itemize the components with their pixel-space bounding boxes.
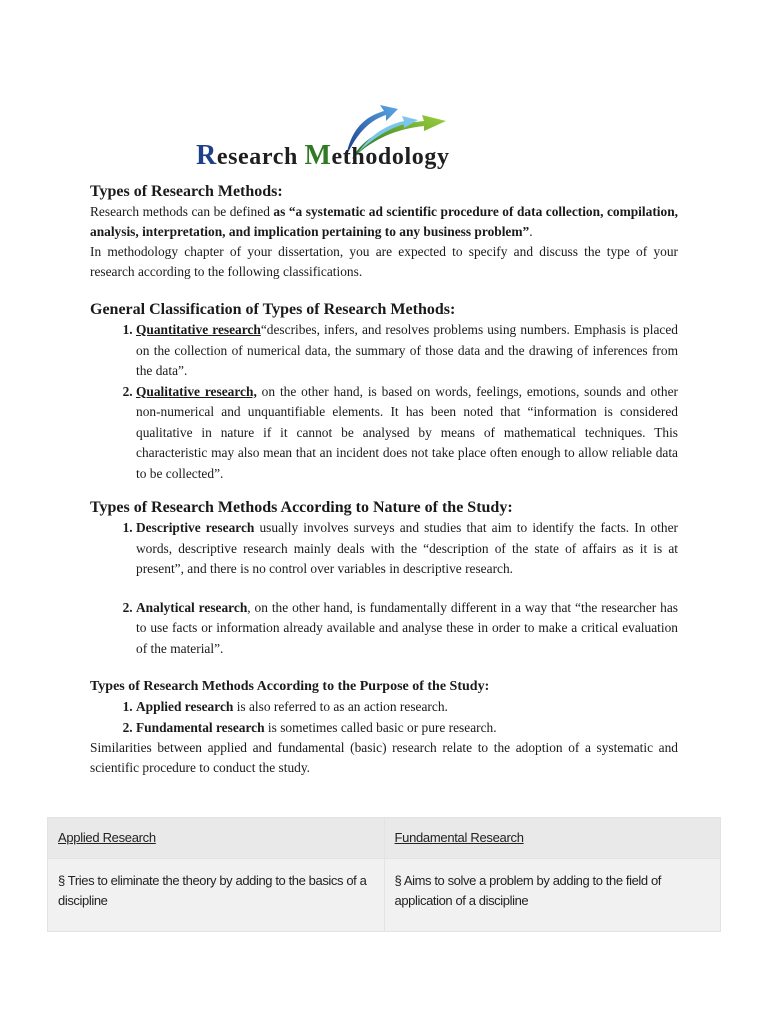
section-heading-general: General Classification of Types of Research Methods:	[90, 301, 456, 318]
term-qualitative: Qualitative research,	[136, 383, 257, 399]
term-fundamental: Fundamental research	[136, 719, 265, 735]
text-applied: is also referred to as an action research.	[233, 699, 448, 714]
list-item-descriptive	[136, 518, 678, 580]
section-heading-types: Types of Research Methods:	[90, 183, 283, 200]
table-cell: § Aims to solve a problem by adding to the field of application of a discipline	[384, 859, 721, 932]
general-classification-list	[90, 320, 678, 484]
term-analytical: Analytical research	[136, 599, 248, 615]
text-descriptive: usually involves surveys and studies that aim to identify the facts. In other words, descriptive research mainly deals with the “description of the state of affairs as it is at present”, and there is no control over variables in descriptive research.	[136, 520, 678, 576]
document-title	[196, 140, 450, 172]
table-header-row	[48, 818, 721, 859]
text-analytical: , on the other hand, is fundamentally different in a way that “the researcher has to use facts or information already available and analyse these in order to make a critical evaluation of the material”.	[136, 599, 678, 656]
text-qualitative: on the other hand, is based on words, feelings, emotions, sounds and other non-numerical and unquantifiable elements. It has been noted that “information is considered qualitative in nature if it cannot be analysed by means of mathematical techniques. This characteristic may also mean that an incident does not take place often enough to allow reliable data to be collected”.	[136, 383, 678, 481]
purpose-list	[90, 697, 678, 738]
definition-quote: as “a systematic ad scientific procedure of data collection, compilation, analysis, interpretation, and implication pertaining to any business problem”	[90, 204, 678, 239]
section-heading-purpose: Types of Research Methods According to the Purpose of the Study:	[90, 679, 490, 694]
similarities-paragraph: Similarities between applied and fundamental (basic) research relate to the adoption of a systematic and scientific procedure to conduct the study.	[90, 740, 678, 775]
header-applied: Applied Research	[58, 830, 156, 845]
document-body	[90, 182, 678, 778]
text-fundamental: is sometimes called basic or pure research.	[264, 719, 497, 735]
term-applied: Applied research	[136, 699, 234, 714]
comparison-table	[47, 817, 721, 932]
table-header-cell	[48, 818, 385, 859]
definition-paragraph	[90, 202, 678, 242]
title-letter-m: M	[304, 140, 332, 171]
title-part-2: ethodology	[331, 144, 450, 170]
term-quantitative: Quantitative research	[136, 322, 261, 337]
list-item-applied	[136, 697, 678, 718]
table-row	[48, 859, 721, 932]
list-item-qualitative	[136, 382, 678, 485]
section-heading-nature: Types of Research Methods According to Nature of the Study:	[90, 499, 513, 516]
table-cell: § Tries to eliminate the theory by adding to the basics of a discipline	[48, 859, 385, 932]
table-header-cell	[384, 818, 721, 859]
list-item-fundamental	[136, 718, 678, 739]
text-quantitative: “describes, infers, and resolves problems using numbers. Emphasis is placed on the collection of numerical data, the summary of those data and the drawing of inferences from the data”.	[136, 322, 678, 378]
list-item-quantitative	[136, 320, 678, 382]
term-descriptive: Descriptive research	[136, 520, 255, 535]
title-part-1: esearch	[216, 144, 305, 170]
title-letter-r: R	[196, 140, 217, 171]
methodology-paragraph: In methodology chapter of your dissertation, you are expected to specify and discuss the type of your research according to the following classifications.	[90, 244, 678, 279]
nature-list	[90, 518, 678, 659]
definition-end: .	[529, 224, 533, 239]
definition-start: Research methods can be defined	[90, 204, 274, 219]
list-item-analytical	[136, 598, 678, 660]
header-fundamental: Fundamental Research	[394, 830, 524, 845]
